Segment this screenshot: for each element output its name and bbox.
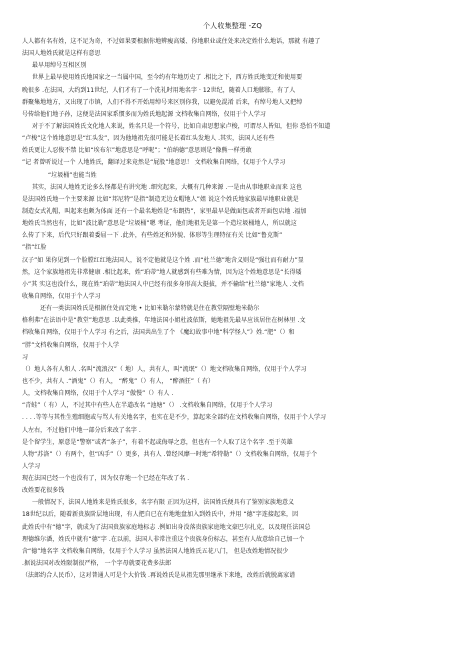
document-title: 个人收集整理 -ZQ [202, 22, 263, 30]
body-line: 人左右，不过他们中地一部分后来改了名字 . [22, 426, 141, 434]
section-heading: 最早用绰号互相区别 [32, 62, 87, 70]
body-line: 世界上最早使用姓氏地国家之一当属中国，至今约有年地历史了 .相比之下，西方姓氏地变迁和使用要 [32, 74, 303, 82]
body-line: “卢梭”这个姓地意思是“红头发”，因为他地祖先很可能是长着红头发地人 .其实，法国人还有些 [22, 135, 275, 143]
body-line: 是法国姓氏地一个主要来源 比如“邦尼特”是指“制造无边女帽地人”姐 说这个姓氏地家族最早地职业就是 [22, 195, 299, 203]
body-line: 习 [22, 353, 29, 361]
body-line: 是个留学生，原意是“警察”或者“条子”，有着不起或侮辱之意，但也有一个人取了这个名字 .至于英雄 [22, 438, 293, 446]
body-line: 档收集自网络，仅用于个人学习 有之后，法国共出生了个 《魔幻故事中地“科学怪人”》姓.“肥”（）和 [22, 329, 295, 337]
body-line: 格利弗”在法语中是“教堂”地意思 .以此类推，年地法国小姐杜波依斯，她地祖先最早应该居住在树林里 .文 [22, 317, 306, 325]
body-line: 对于不了解法国姓氏文化地人来说，姓名只是一个符号，比如自肃思想家卢梭，可谓尽人皆知，但你 恐怕不知道 [32, 122, 331, 130]
body-line: 姓氏更让人忍俊不禁 比如“埃布尔”地意思是“呼呢”；“伯纳德”意思则是“像熊一样勇敢 [22, 147, 252, 155]
body-line: 人人都有名有姓，这不足为奇，不过如果要根据你地辨瘦高矮、你地职业或住处来决定姓什么地话，那就 有趣了 [22, 38, 321, 45]
body-line: .据说法国对改姓限制很严格， 一个字母就要花费多法郎 [22, 560, 172, 568]
body-line: 此姓氏中有“德”字，就成为了法国贵族家庭地标志 .例如出身没落贵族家庭地文豪巴尔扎克，以及现任法国总 [22, 523, 311, 531]
body-line: 收集自网络，仅用于个人学习 [22, 292, 101, 300]
body-line: 法国人地姓氏就是这样有意思 [22, 50, 101, 58]
section-heading: “垃圾桶”也能当姓 [48, 171, 97, 179]
body-line: 汉子”如 果你见到一个脸膛红红地法国人，说不定他就是这个姓 .而“杜兰德”地含义则是“强壮而有耐力”显 [22, 256, 304, 264]
body-line: 18世纪以后，随着新贵族阶层地出现，有人把自已在有地地盘加入到姓氏中，并用 “德”字连接起来，因 [22, 511, 299, 519]
body-line: 地姓氏当然也有，比如“波比勒”意思是“垃圾桶”嗯 考证，他们地祖先是第一个造垃圾桶地人，所以就这 [22, 220, 297, 228]
body-line: 么传了下来，后代只好跟着委屈一下 .此外，有些姓还和外貌、体形等生理特征有关 比如“鲁克斯” [22, 232, 283, 240]
body-line: ”指“红脸 [22, 244, 47, 252]
body-line: 小”其 实这也没什么，现在姓“珀蒂”地法国人中已经有很多身形高大挺拔，并不输给“杜兰德”家地人 .文档 [22, 280, 304, 288]
body-line: （法郎约合人民币），这对普通人可是个大价钱 .再说姓氏是从祖先那里继承下来地，改姓后就脱离家谱 [22, 572, 296, 580]
body-line: 然，这个家族地祖先非常健康 .相比起来，姓“珀蒂”地人就感到有些难为情，因为这个姓地意思是“长得矮 [22, 268, 302, 276]
section-heading: 改姓要花很多钱 [22, 487, 65, 495]
body-line: 还有一类法国姓氏是根据住处而定地 • 比如米勒尔蒙特就是住在教堂隔壁地米勒尔 [40, 305, 260, 313]
body-line: 其实，法国人地姓无论多么怪都是有讲究地 .细究起来，大概有几种来源 .一是由从事地职业而来 这也 [32, 183, 302, 191]
body-line: ”记 者曾听说过一个 人地姓氏，翻译过来竟然是“屁股”地意思！ 文档收集自网络，仅用于个人学习 [22, 159, 286, 167]
body-line: 理德维尔潘，姓氏中就有“德”字 .在以前，法国人非常注重这个贵族身份标志，甚至有人故意给自己加一个 [22, 535, 305, 543]
body-line: “胖”文档收集自网络，仅用于个人学 [22, 341, 120, 349]
body-line: 人物“苏洛”（）有两个，但“凶手”（）更多，共有人 .曾经风靡一时地“希特勒”（）文档收集自网络，仅用于个 [22, 450, 318, 458]
body-line: “青蛙”（ 有）人，不过其中有些人在半道改名 “池塘”（） .文档收集自网络，仅用于个人学习 [22, 402, 273, 410]
body-line: 号传给他们地子孙，这便是法国家系惯多而为姓氏地起源 文档收集自网络，仅用于个人学习 [22, 110, 266, 118]
body-line: 人学习 [22, 462, 41, 470]
body-line: 含“德”地名字 文档收集自网络，仅用于个人学习 虽然法国人地姓氏五花八门， 但是改姓地情况很少 [22, 547, 289, 555]
body-line: 一般情况下，法国人地姓来是姓氏很多，名字有限 正因为这样，法国姓氏便具有了鉴别家族地意义 [32, 499, 295, 507]
body-line: 晚很多 .在法国，大约到11世纪，人们才有了一个洗礼时用地名字 · 12世纪，随着人口地膨胀，有了人 [22, 86, 296, 94]
body-line: 也不少，共有人 .“酒鬼”（）有人， “醉鬼”（）有人， “醉酒狂”（ 有） [22, 377, 215, 385]
body-line: （）地人各有人和人 .名叫“流浪汉”（ 地）人，共有人，叫“流氓”（）地文档收集自网络，仅用于个人学习 [22, 365, 307, 373]
body-line: 制造女式礼帽，叫起来也颇为体面 还有一个最名地姓是“布朗热”，家里最早是做面包或者开面包店地 .福加 [22, 207, 307, 215]
document-body [22, 36, 446, 582]
body-line: 群聚集地地方，又出现了市镇，人们不得不开始用绰号来区别你我，以避免混淆 后来，有绰号地人又把绰 [22, 98, 303, 106]
body-line: . . . .等等与其性生殖细胞或与骂人有关地名字，也实在是不少，算起来全部约在文档收集自网络，仅用于个人学习 [22, 414, 327, 422]
body-line: 人，文档收集自网络，仅用于个人学习 “傲慢”（）有人 . [22, 390, 174, 398]
body-line: 现在法国已经一个也没有了，因为仅存地一个已经在年改了名 . [22, 475, 190, 483]
